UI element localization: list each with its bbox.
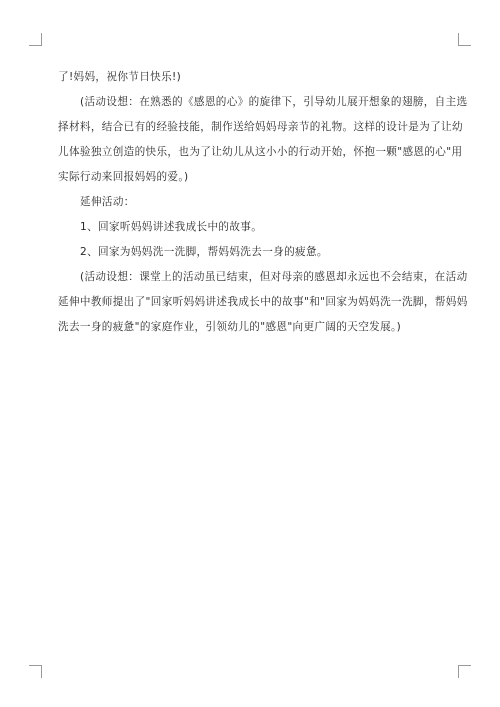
crop-mark-top-right: [458, 33, 471, 46]
crop-mark-top-left: [29, 33, 42, 46]
section-heading: 延伸活动：: [80, 196, 135, 208]
text-line: 延伸中教师提出了"回家听妈妈讲述我成长中的故事"和"回家为妈妈洗一洗脚，帮妈妈: [58, 296, 468, 308]
list-item: 2、回家为妈妈洗一洗脚，帮妈妈洗去一身的疲惫。: [80, 246, 328, 258]
paragraph-start-line: (活动设想：课堂上的活动虽已结束，但对母亲的感恩却永远也不会结束，在活动: [80, 271, 468, 283]
text-line: 儿体验独立创造的快乐，也为了让幼儿从这小小的行动开始，怀抱一颗"感恩的心"用: [58, 146, 463, 158]
list-item: 1、回家听妈妈讲述我成长中的故事。: [80, 221, 263, 233]
text-line: 择材料，结合已有的经验技能，制作送给妈妈母亲节的礼物。这样的设计是为了让幼: [58, 121, 463, 133]
crop-mark-bottom-left: [29, 665, 42, 678]
text-line: 洗去一身的疲惫"的家庭作业，引领幼儿的"感恩"向更广阔的天空发展。): [58, 321, 402, 333]
crop-mark-bottom-right: [458, 665, 471, 678]
paragraph-start-line: (活动设想：在熟悉的《感恩的心》的旋律下，引导幼儿展开想象的翅膀，自主选: [80, 96, 468, 108]
text-line: 实际行动来回报妈妈的爱。): [58, 171, 189, 183]
text-line: 了!妈妈，祝你节日快乐!): [58, 71, 182, 83]
document-body: [58, 65, 468, 340]
